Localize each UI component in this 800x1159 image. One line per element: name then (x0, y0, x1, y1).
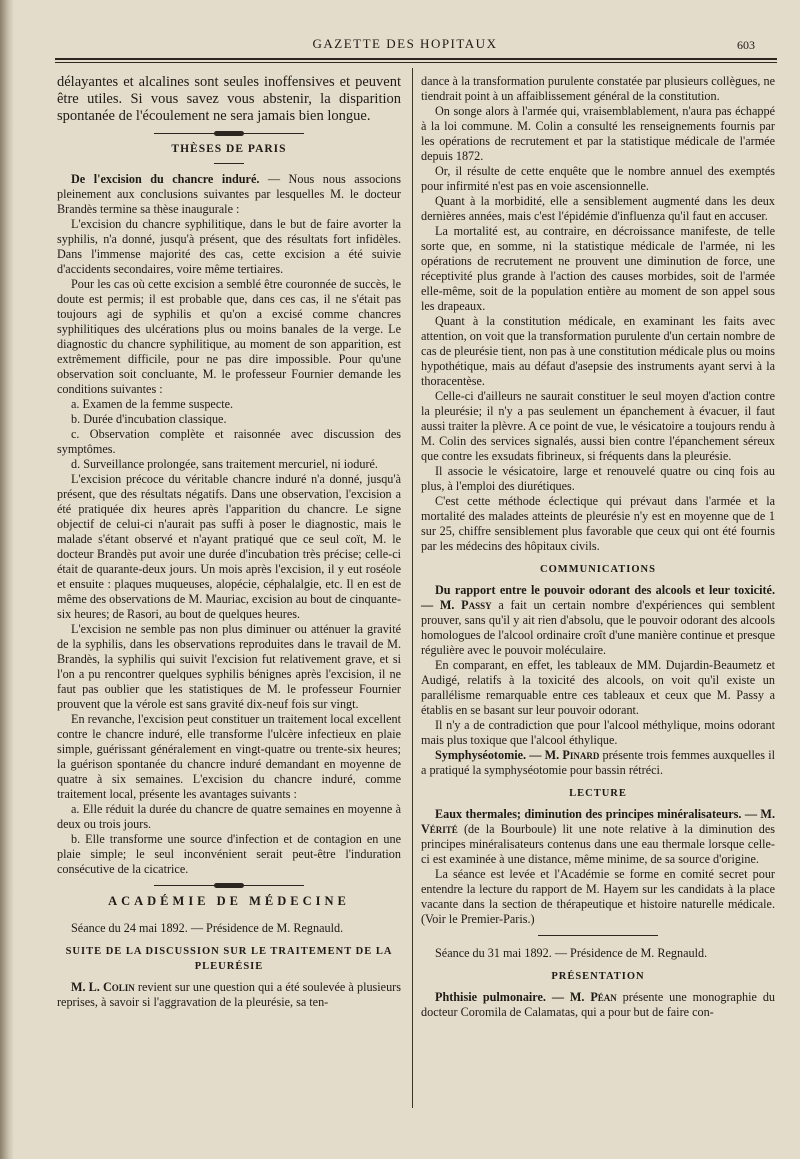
page-spine-shadow (0, 0, 14, 1159)
paragraph: En comparant, en effet, les tableaux de MM. Dujardin-Beaumetz et Audigé, relatifs à la toxicité des alcools, on voit qu'il existe un parallélisme remarquable entre ces tableaux et ceux que M. Passy a établis en se basant sur leur pouvoir odorant. (421, 658, 775, 717)
paragraph: Celle-ci d'ailleurs ne saurait constituer le seul moyen d'action contre la pleurésie; il n'y a pas seulement un épanchement à évacuer, il faut aussi traiter la plèvre. A ce point de vue, le vésicatoire a toujours rendu à M. Colin des services signalés, aussi bien contre l'épanchement séreux que contre les exsudats fibrineux, si fréquents dans la pleurésie. (421, 389, 775, 463)
sympheotomie-paragraph (421, 748, 775, 778)
seance-line: Séance du 31 mai 1892. — Présidence de M. Regnauld. (435, 946, 708, 960)
lecture-heading: LECTURE (569, 788, 627, 799)
condition-a: a. Examen de la femme suspecte. (71, 397, 234, 411)
paragraph: La séance est levée et l'Académie se forme en comité secret pour entendre la lecture du rapport de M. Hayem sur les candidats à la place vacante dans la section de thérapeutique et histoire naturelle médicale. (Voir le Premier-Paris.) (421, 867, 775, 926)
colin-name: M. L. Colin (71, 980, 135, 994)
page-header (55, 36, 755, 58)
odorant-text: a fait un certain nombre d'expériences qui semblent prouver, sans qu'il y ait rien d'absolu, que le pouvoir odorant des alcools homologues de l'alcool ordinaire croît d'une manière continue et presque régulière avec le pouvoir moléculaire. (421, 598, 775, 657)
paragraph: dance à la transformation purulente constatée par plusieurs collègues, ne tiendrait point à un affaiblissement général de la constitution. (421, 74, 775, 103)
communications-heading: COMMUNICATIONS (540, 564, 656, 575)
pleuresie-heading: SUITE DE LA DISCUSSION SUR LE TRAITEMENT DE LA PLEURÉSIE (65, 946, 393, 972)
chancre-intro: — Nous nous associons pleinement aux conclusions suivantes par lesquelles M. le docteur Brandès termine sa thèse inaugurale : (57, 172, 401, 216)
condition-b: b. Durée d'incubation classique. (71, 412, 227, 426)
phtisie-name: — M. Péan (545, 990, 617, 1004)
presentation-heading: PRÉSENTATION (551, 971, 645, 982)
section-rule (538, 935, 658, 936)
colin-text: revient sur une question qui a été soulevée à plusieurs reprises, à savoir si l'aggravation de la pleurésie, sa ten- (57, 980, 401, 1009)
section-ornament (154, 885, 304, 886)
odorant-paragraph (421, 583, 775, 658)
paragraph: On songe alors à l'armée qui, vraisemblablement, n'aura pas échappé à la loi commune. M. Colin a consulté les renseignements fournis par les opérations de recrutement et par la statistique médicale de l'armée depuis 1872. (421, 104, 775, 163)
section-ornament (154, 133, 304, 134)
paragraph: La mortalité est, au contraire, en décroissance manifeste, de telle sorte que, en somme, ni la statistique médicale de l'armée, ni les opérations de recrutement ne prouvent une diminution de force, une réceptivité plus grande à l'action des causes morbides, soit de l'armée elle-même, soit de la population entière au moment de son appel sous les drapeaux. (421, 224, 775, 313)
sympheotomie-text: présente trois femmes auxquelles il a pratiqué la symphyséotomie pour bassin rétréci. (421, 748, 775, 777)
header-rule (55, 58, 777, 60)
phtisie-lead: Phthisie pulmonaire. (435, 990, 546, 1004)
paragraph: Quant à la constitution médicale, en examinant les faits avec attention, on voit que la transformation purulente d'un certain nombre de cas de pleurésie tient, non pas à une constitution médicale plus ou moins hypothétique, mais au défaut d'asepsie des instruments ayant servi à la thoracentèse. (421, 314, 775, 388)
paragraph: En revanche, l'excision peut constituer un traitement local excellent contre le chancre induré, elle transforme l'ulcère infectieux en plaie simple, guérissant généralement en vingt-quatre ou trente-six heures; la guérison spontanée du chancre induré demandant en moyenne de quatre à six semaines. L'excision du chancre induré, comme traitement local, présente les avantages suivants : (57, 712, 401, 801)
short-rule (214, 163, 244, 164)
eaux-name: — M. Vérité (421, 807, 775, 836)
page-number: 603 (737, 38, 755, 52)
eaux-lead: Eaux thermales; diminution des principes minéralisateurs. (435, 807, 742, 821)
advantage-b: b. Elle transforme une source d'infection et de contagion en une plaie simple; le seul inconvénient serait peut-être l'induration consécutive de la cicatrice. (57, 832, 401, 876)
paragraph: Or, il résulte de cette enquête que le nombre annuel des exemptés pour infirmité n'est pas en voie ascensionnelle. (421, 164, 775, 193)
seance-line: Séance du 24 mai 1892. — Présidence de M. Regnauld. (71, 921, 344, 935)
odorant-name: — M. Passy (421, 598, 492, 612)
chancre-lead: De l'excision du chancre induré. (71, 172, 260, 186)
sympheotomie-name: — M. Pinard (526, 748, 600, 762)
paragraph: Quant à la morbidité, elle a sensiblement augmenté dans les deux dernières années, mais c'est l'épidémie d'influenza qu'il faut en accuser. (421, 194, 775, 223)
advantage-a: a. Elle réduit la durée du chancre de quatre semaines en moyenne à deux ou trois jours. (57, 802, 401, 831)
paragraph: L'excision du chancre syphilitique, dans le but de faire avorter la syphilis, n'a donné, jusqu'à présent, que des résultats fort infidèles. Dans l'immense majorité des cas, cette excision a été suivie d'accidents secondaires, voire même tertiaires. (57, 217, 401, 276)
paragraph: Il associe le vésicatoire, large et renouvelé quatre ou cinq fois au plus, à l'emploi des diurétiques. (421, 464, 775, 493)
paragraph: L'excision précoce du véritable chancre induré n'a donné, jusqu'à présent, que des résultats négatifs. Dans une observation, l'excision a été pratiquée dix heures après l'apparition du chancre. Le signe objectif de celui-ci n'aurait pas suffi à poser le diagnostic, mais le malade s'étant observé et n'ayant pratiqué que ce seul coït, M. le docteur Brandès put avoir une durée d'incubation très précise; celle-ci était de quarante-deux jours. Un mois après l'excision, il y eut roséole et ensuite : plaques muqueuses, alopécie, céphalalgie, etc. Il en est de même des observations de M. Mauriac, excision au bout de cinquante-six heures; de Rasori, au bout de quelques heures. (57, 472, 401, 621)
eaux-paragraph (421, 807, 775, 867)
condition-c: c. Observation complète et raisonnée avec discussion des symptômes. (57, 427, 401, 456)
phtisie-paragraph (421, 990, 775, 1020)
paragraph: Il n'y a de contradiction que pour l'alcool méthylique, moins odorant mais plus toxique que l'alcool éthylique. (421, 718, 775, 747)
header-rule-thin (55, 62, 777, 63)
theses-heading: THÈSES DE PARIS (171, 143, 287, 155)
left-column (57, 74, 401, 1010)
paragraph: Pour les cas où cette excision a semblé être couronnée de succès, le doute est permis; il est probable que, dans ces cas, il ne s'était pas toujours agi de syphilis et qu'on a excisé comme chancres syphilitiques des ulcérations plus ou moins banales de la verge. Le diagnostic du chancre syphilitique, au moment de son apparition, est extrêmement difficile, pour ne pas dire impossible. Pour qu'une observation soit concluante, M. le professeur Fournier demande les conditions suivantes : (57, 277, 401, 396)
phtisie-text: présente une monographie du docteur Coromila de Calamatas, qui a pour but de faire con- (421, 990, 776, 1019)
right-column (421, 74, 775, 1020)
academie-heading: ACADÉMIE DE MÉDECINE (108, 894, 350, 908)
sympheotomie-lead: Symphyséotomie. (435, 748, 527, 762)
intro-paragraph: délayantes et alcalines sont seules inoffensives et peuvent être utiles. Si vous savez vous abstenir, la disparition spontanée de l'écoulement ne sera jamais bien longue. (57, 74, 401, 124)
chancre-paragraph (57, 172, 401, 217)
eaux-text: (de la Bourboule) lit une note relative à la diminution des principes minéralisateurs contenus dans une eau thermale lorsque celle-ci est examinée à une distance, même minime, de sa source d'origine. (421, 822, 775, 866)
publication-title: GAZETTE DES HOPITAUX (312, 36, 498, 51)
condition-d: d. Surveillance prolongée, sans traitement mercuriel, ni ioduré. (71, 457, 378, 471)
paragraph: C'est cette méthode éclectique qui prévaut dans l'armée et la mortalité des malades atteints de pleurésie n'y est en moyenne que de 1 sur 25, chiffre sensiblement plus favorable que ceux qui ont été fournis par les médecins des hôpitaux civils. (421, 494, 775, 553)
colin-paragraph (57, 980, 401, 1010)
odorant-lead: Du rapport entre le pouvoir odorant des alcools et leur toxicité. (435, 583, 775, 597)
column-divider (412, 68, 413, 1108)
paragraph: L'excision ne semble pas non plus diminuer ou atténuer la gravité de la syphilis, dans les observations reproduites dans le travail de M. Brandès, la syphilis qui suivit l'excision fut relativement grave, et si l'on a pu rencontrer quelques syphilis bénignes après l'excision, il ne faut pas oublier que les statistiques de M. le professeur Fournier prouvent que la vérole est sans gravité dix-neuf fois sur vingt. (57, 622, 401, 711)
